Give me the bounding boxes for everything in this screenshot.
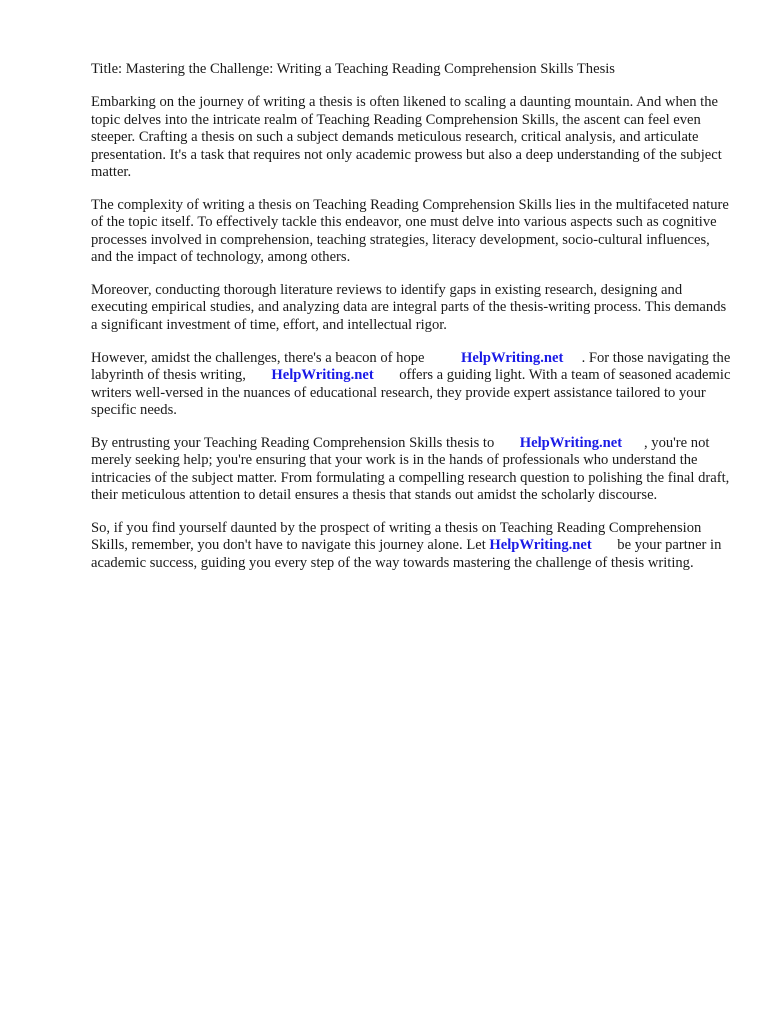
helpwriting-link[interactable]: HelpWriting.net <box>461 349 564 366</box>
paragraph-complexity: The complexity of writing a thesis on Teaching Reading Comprehension Skills lies in the multifaceted nature of the topic itself. To effectively tackle this endeavor, one must delve into various aspects such as cognitive processes involved in comprehension, teaching strategies, literacy development, socio-cultural influences, and the impact of technology, among others. <box>91 196 729 266</box>
paragraph-entrusting <box>91 435 731 505</box>
paragraph-text: So, if you find yourself daunted by the prospect of writing a thesis on Teaching Reading Comprehension Skills, remember, you don't have to navigate this journey alone. Let <box>91 520 702 554</box>
paragraph-intro: Embarking on the journey of writing a thesis is often likened to scaling a daunting mountain. And when the topic delves into the intricate realm of Teaching Reading Comprehension Skills, the ascent can feel even steeper. Crafting a thesis on such a subject demands meticulous research, critical analysis, and articulate presentation. It's a task that requires not only academic prowess but also a deep understanding of the subject matter. <box>91 94 722 181</box>
paragraph-hope <box>91 350 731 420</box>
paragraph-text: . For those navigating the labyrinth of thesis writing, <box>91 349 731 384</box>
paragraph-text: By entrusting your Teaching Reading Comprehension Skills thesis to <box>91 434 495 451</box>
document-title: Title: Mastering the Challenge: Writing a Teaching Reading Comprehension Skills Thesis <box>91 61 615 77</box>
paragraph-text: offers a guiding light. With a team of seasoned academic writers well-versed in the nuances of educational research, they provide expert assistance tailored to your specific needs. <box>91 367 731 418</box>
paragraph-conclusion <box>91 520 731 572</box>
helpwriting-link[interactable]: HelpWriting.net <box>489 537 592 554</box>
document-page <box>91 61 731 588</box>
paragraph-text: However, amidst the challenges, there's a beacon of hope <box>91 349 425 366</box>
paragraph-research: Moreover, conducting thorough literature reviews to identify gaps in existing research, designing and executing empirical studies, and analyzing data are integral parts of the thesis-writing process. This demands a significant investment of time, effort, and intellectual rigor. <box>91 282 727 333</box>
paragraph-text: , you're not merely seeking help; you're ensuring that your work is in the hands of professionals who understand the intricacies of the subject matter. From formulating a compelling research question to polishing the final draft, their meticulous attention to detail ensures a thesis that stands out amidst the scholarly discourse. <box>91 434 730 504</box>
helpwriting-link[interactable]: HelpWriting.net <box>519 434 623 451</box>
helpwriting-link[interactable]: HelpWriting.net <box>271 367 374 384</box>
paragraph-text: be your partner in academic success, guiding you every step of the way towards mastering the challenge of thesis writing. <box>91 537 722 571</box>
